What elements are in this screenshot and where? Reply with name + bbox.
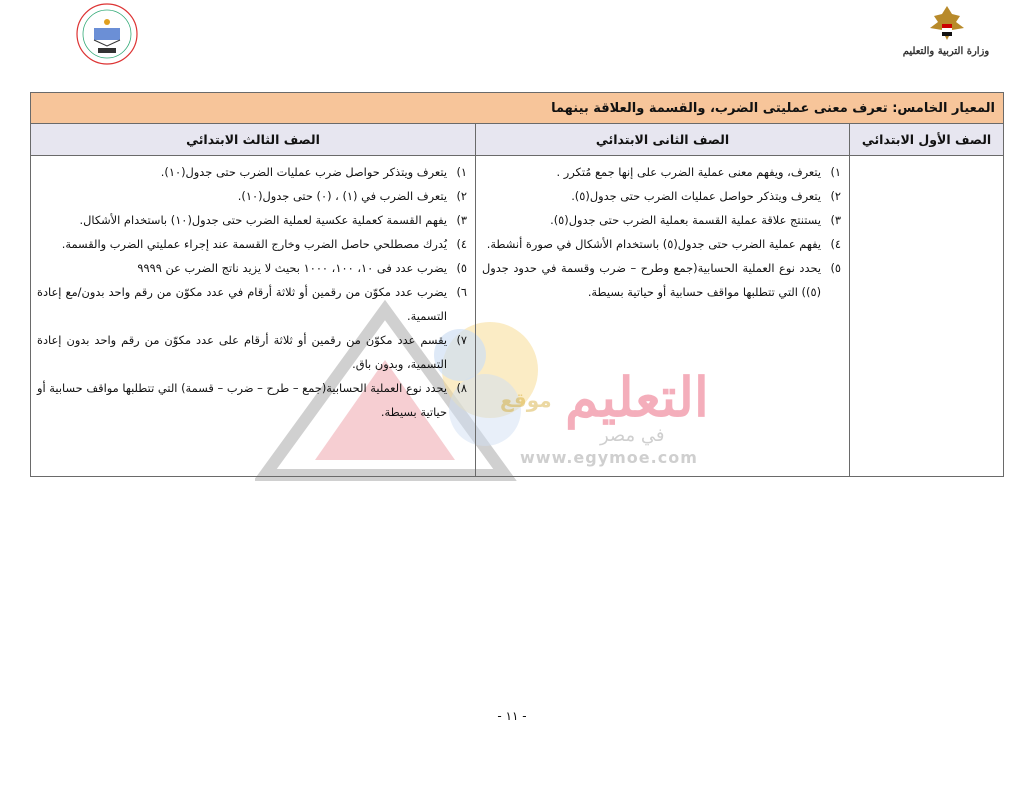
list-item-number: ٤)	[456, 237, 468, 251]
list-item-text: يقسم عدد مكوّن من رقمين أو ثلاثة أرقام على عدد مكوّن من رقم واحد بدون إعادة التسمية، وبدون باق.	[37, 333, 448, 371]
grade3-item	[37, 232, 467, 256]
watermark-text: التعليم	[565, 365, 709, 429]
list-item-text: يتعرف، ويفهم معنى عملية الضرب على إنها جمع مُتكرر .	[556, 165, 822, 179]
list-item-number: ٥)	[456, 261, 468, 275]
list-item-text: يتعرف ويتذكر حواصل عمليات الضرب حتى جدول(٥).	[571, 189, 822, 203]
grade3-item	[37, 160, 467, 184]
list-item-number: ٧)	[456, 333, 468, 347]
table-body-row	[31, 156, 1004, 477]
grade2-item	[482, 184, 841, 208]
grade3-item	[37, 208, 467, 232]
list-item-number: ٦)	[456, 285, 468, 299]
grade3-item	[37, 256, 467, 280]
column-header-grade1: الصف الأول الابتدائي	[850, 124, 1004, 156]
page-number: - ١١ -	[497, 709, 527, 723]
grade2-item	[482, 208, 841, 232]
grade3-list	[37, 160, 467, 424]
organization-logo	[72, 2, 142, 68]
grade1-cell	[850, 156, 1004, 477]
list-item-text: يحدد نوع العملية الحسابية(جمع وطرح – ضرب وقسمة في حدود جدول (٥)) التي تتطلبها مواقف حسابية أو حياتية بسيطة.	[482, 261, 822, 299]
watermark-url: www.egymoe.com	[520, 448, 698, 467]
standards-table	[30, 92, 1004, 477]
standard-title: المعيار الخامس: تعرف معنى عمليتى الضرب، والقسمة والعلاقة بينهما	[31, 93, 1004, 124]
grade2-item	[482, 160, 841, 184]
list-item-text: يتعرف الضرب في (١) ، (٠) حتى جدول(١٠).	[237, 189, 448, 203]
list-item-number: ٢)	[830, 189, 842, 203]
grade3-item	[37, 280, 467, 328]
list-item-text: يفهم عملية الضرب حتى جدول(٥) باستخدام الأشكال في صورة أنشطة.	[486, 237, 822, 251]
column-header-grade3: الصف الثالث الابتدائي	[31, 124, 476, 156]
list-item-number: ١)	[830, 165, 842, 179]
grade3-cell	[31, 156, 476, 477]
list-item-number: ٣)	[830, 213, 842, 227]
grade3-item	[37, 184, 467, 208]
list-item-number: ١)	[456, 165, 468, 179]
grade2-item	[482, 256, 841, 304]
list-item-text: يضرب عدد مكوّن من رقمين أو ثلاثة أرقام في عدد مكوّن من رقم واحد بدون/مع إعادة التسمية.	[37, 285, 448, 323]
list-item-text: يضرب عدد فى ١٠، ١٠٠، ١٠٠٠ بحيث لا يزيد ناتج الضرب عن ٩٩٩٩	[137, 261, 448, 275]
list-item-text: يُدرك مصطلحي حاصل الضرب وخارج القسمة عند إجراء عمليتي الضرب والقسمة.	[61, 237, 448, 251]
watermark-mini-text: موقع	[500, 388, 552, 412]
grade3-item	[37, 376, 467, 424]
column-header-grade2: الصف الثانى الابتدائي	[476, 124, 850, 156]
list-item-text: يستنتج علاقة عملية القسمة بعملية الضرب حتى جدول(٥).	[550, 213, 822, 227]
grade2-cell	[476, 156, 850, 477]
list-item-text: يتعرف ويتذكر حواصل ضرب عمليات الضرب حتى جدول(١٠).	[160, 165, 448, 179]
list-item-text: يفهم القسمة كعملية عكسية لعملية الضرب حتى جدول(١٠) باستخدام الأشكال.	[79, 213, 448, 227]
watermark-subtext: في مصر	[600, 425, 665, 446]
list-item-number: ٢)	[456, 189, 468, 203]
grade2-list	[482, 160, 841, 304]
list-item-number: ٣)	[456, 213, 468, 227]
table-title-row	[31, 93, 1004, 124]
grade2-item	[482, 232, 841, 256]
list-item-text: يحدد نوع العملية الحسابية(جمع – طرح – ضرب – قسمة) التي تتطلبها مواقف حسابية أو حياتية بسيطة.	[37, 381, 448, 419]
list-item-number: ٥)	[830, 261, 842, 275]
table-header-row	[31, 124, 1004, 156]
list-item-number: ٨)	[456, 381, 468, 395]
ministry-caption: وزارة التربية والتعليم	[902, 46, 990, 57]
list-item-number: ٤)	[830, 237, 842, 251]
grade3-item	[37, 328, 467, 376]
